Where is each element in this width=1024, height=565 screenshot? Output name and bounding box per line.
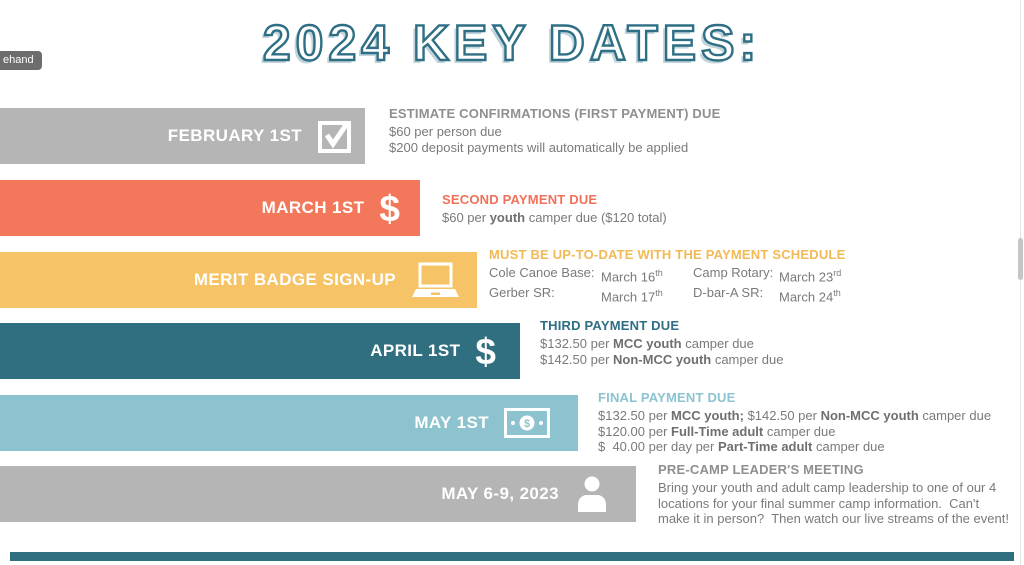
scrollbar-thumb[interactable]	[1018, 238, 1023, 280]
desc-heading: ESTIMATE CONFIRMATIONS (FIRST PAYMENT) DUE	[389, 106, 721, 121]
bar-label: MAY 6-9, 2023	[441, 484, 559, 503]
bar-label: MAY 1ST	[414, 413, 489, 432]
schedule-date: March 24th	[779, 288, 841, 305]
timeline-desc-april-1st	[540, 318, 783, 367]
laptop-icon	[411, 261, 459, 299]
timeline-bar-march-1st	[0, 180, 420, 236]
timeline-bar-merit-badge-sign-up	[0, 252, 477, 308]
money-bill-icon	[504, 408, 550, 438]
desc-line: make it in person? Then watch our live streams of the event!	[658, 511, 1009, 526]
timeline-bar-may-6-9-2023	[0, 466, 636, 522]
bar-label: MARCH 1ST	[261, 198, 365, 217]
desc-line: locations for your final summer camp information. Can't	[658, 495, 980, 511]
desc-line: $60 per youth camper due ($120 total)	[442, 210, 667, 225]
timeline-desc-february-1st	[389, 106, 720, 155]
timeline-bar-february-1st	[0, 108, 365, 164]
schedule-camp: Cole Canoe Base:	[489, 265, 595, 280]
desc-line: $200 deposit payments will automatically be applied	[389, 139, 689, 155]
timeline-desc-merit-badge-sign-up	[489, 247, 845, 306]
bar-label: MERIT BADGE SIGN-UP	[193, 270, 396, 289]
desc-line: $60 per person due	[389, 124, 502, 139]
desc-heading: FINAL PAYMENT DUE	[598, 390, 736, 405]
desc-heading: SECOND PAYMENT DUE	[442, 192, 598, 207]
person-icon	[574, 475, 610, 513]
schedule-camp: D-bar-A SR:	[693, 285, 764, 301]
timeline-desc-march-1st	[442, 192, 667, 226]
dollar-icon: $	[379, 187, 400, 229]
bar-label: APRIL 1ST	[370, 341, 461, 360]
desc-line: $120.00 per Full-Time adult camper due	[598, 423, 836, 439]
schedule-row	[489, 265, 845, 285]
desc-line: $ 40.00 per day per Part-Time adult camper due	[598, 439, 885, 454]
schedule-date: March 17th	[601, 288, 663, 305]
desc-heading: MUST BE UP-TO-DATE WITH THE PAYMENT SCHEDULE	[489, 247, 846, 262]
timeline-bar-april-1st	[0, 323, 520, 379]
schedule-camp: Gerber SR:	[489, 285, 555, 301]
checkbox-icon	[317, 118, 353, 154]
bottom-rule	[10, 552, 1014, 561]
svg-text:$: $	[523, 418, 531, 430]
schedule-date: March 16th	[601, 268, 663, 285]
scrollbar-track[interactable]	[1020, 0, 1021, 565]
timeline-bar-may-1st	[0, 395, 578, 451]
desc-heading: THIRD PAYMENT DUE	[540, 318, 680, 333]
dollar-icon: $	[475, 330, 496, 372]
desc-line: Bring your youth and adult camp leadership to one of our 4	[658, 480, 997, 495]
desc-heading: PRE-CAMP LEADER'S MEETING	[658, 462, 864, 477]
app-tooltip-label: ehand	[3, 54, 34, 66]
desc-line: $142.50 per Non-MCC youth camper due	[540, 351, 784, 367]
page-title: 2024 KEY DATES:	[262, 15, 762, 71]
desc-line: $132.50 per MCC youth camper due	[540, 336, 754, 351]
timeline-desc-may-6-9-2023	[658, 462, 1009, 527]
timeline-desc-may-1st	[598, 390, 991, 455]
desc-line: $132.50 per MCC youth; $142.50 per Non-MCC youth camper due	[598, 408, 992, 423]
schedule-row	[489, 285, 845, 305]
bar-label: FEBRUARY 1ST	[167, 126, 302, 145]
schedule-camp: Camp Rotary:	[693, 265, 774, 280]
schedule-date: March 23rd	[779, 268, 842, 285]
